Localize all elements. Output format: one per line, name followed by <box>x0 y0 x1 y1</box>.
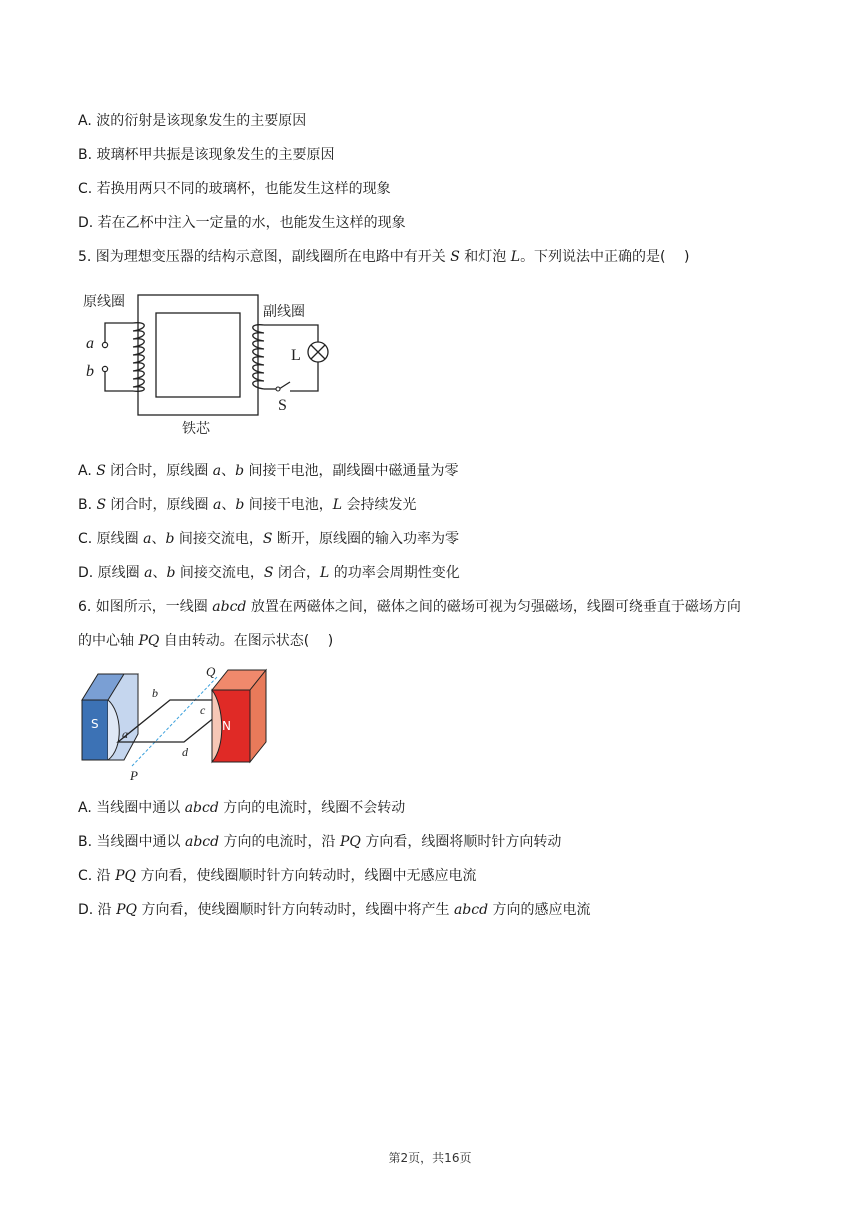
primary-coil-label: 原线圈 <box>83 293 125 309</box>
q5-option-a: A. S 闭合时，原线圈 a、b 间接干电池，副线圈中磁通量为零 <box>78 463 459 479</box>
page-footer: 第2页，共16页 <box>388 1151 472 1165</box>
core-label: 铁芯 <box>182 420 210 436</box>
label-a: a <box>122 727 128 741</box>
label-a: a <box>86 335 94 352</box>
north-magnet <box>212 670 266 762</box>
south-label: S <box>91 717 99 731</box>
q5-option-c: C. 原线圈 a、b 间接交流电，S 断开，原线圈的输入功率为零 <box>78 531 459 547</box>
q6-stem-line2: 的中心轴 PQ 自由转动。在图示状态( ) <box>78 633 334 649</box>
label-b: b <box>152 686 158 700</box>
label-p: P <box>130 768 138 783</box>
secondary-coil-label: 副线圈 <box>263 303 305 319</box>
coil-magnet-diagram <box>78 662 278 784</box>
q5-option-d: D. 原线圈 a、b 间接交流电，S 闭合，L 的功率会周期性变化 <box>78 565 460 581</box>
label-b: b <box>86 363 94 380</box>
transformer-diagram <box>78 285 338 445</box>
q4-option-a: A. 波的衍射是该现象发生的主要原因 <box>78 113 307 129</box>
q4-option-d: D. 若在乙杯中注入一定量的水，也能发生这样的现象 <box>78 215 406 231</box>
q6-option-d: D. 沿 PQ 方向看，使线圈顺时针方向转动时，线圈中将产生 abcd 方向的感应电流 <box>78 902 591 918</box>
label-q: Q <box>206 664 216 679</box>
core-window <box>156 313 240 397</box>
q6-option-a: A. 当线圈中通以 abcd 方向的电流时，线圈不会转动 <box>78 800 406 816</box>
label-l: L <box>291 347 301 364</box>
label-c: c <box>200 703 206 717</box>
switch-symbol <box>279 382 290 389</box>
q6-option-b: B. 当线圈中通以 abcd 方向的电流时，沿 PQ 方向看，线圈将顺时针方向转动 <box>78 834 562 850</box>
terminal-a <box>102 342 107 347</box>
terminal-b <box>102 366 107 371</box>
q5-option-b: B. S 闭合时，原线圈 a、b 间接干电池，L 会持续发光 <box>78 497 417 513</box>
q6-option-c: C. 沿 PQ 方向看，使线圈顺时针方向转动时，线圈中无感应电流 <box>78 868 477 884</box>
q4-option-c: C. 若换用两只不同的玻璃杯，也能发生这样的现象 <box>78 181 391 197</box>
q6-stem-line1: 6. 如图所示，一线圈 abcd 放置在两磁体之间，磁体之间的磁场可视为匀强磁场，线圈可绕垂直于磁场方向 <box>78 599 741 615</box>
q4-option-b: B. 玻璃杯甲共振是该现象发生的主要原因 <box>78 147 335 163</box>
label-d: d <box>182 745 188 759</box>
label-s: S <box>278 397 287 414</box>
north-label: N <box>222 719 231 733</box>
q5-stem: 5. 图为理想变压器的结构示意图，副线圈所在电路中有开关 S 和灯泡 L。下列说法中正确的是( ) <box>78 249 690 265</box>
